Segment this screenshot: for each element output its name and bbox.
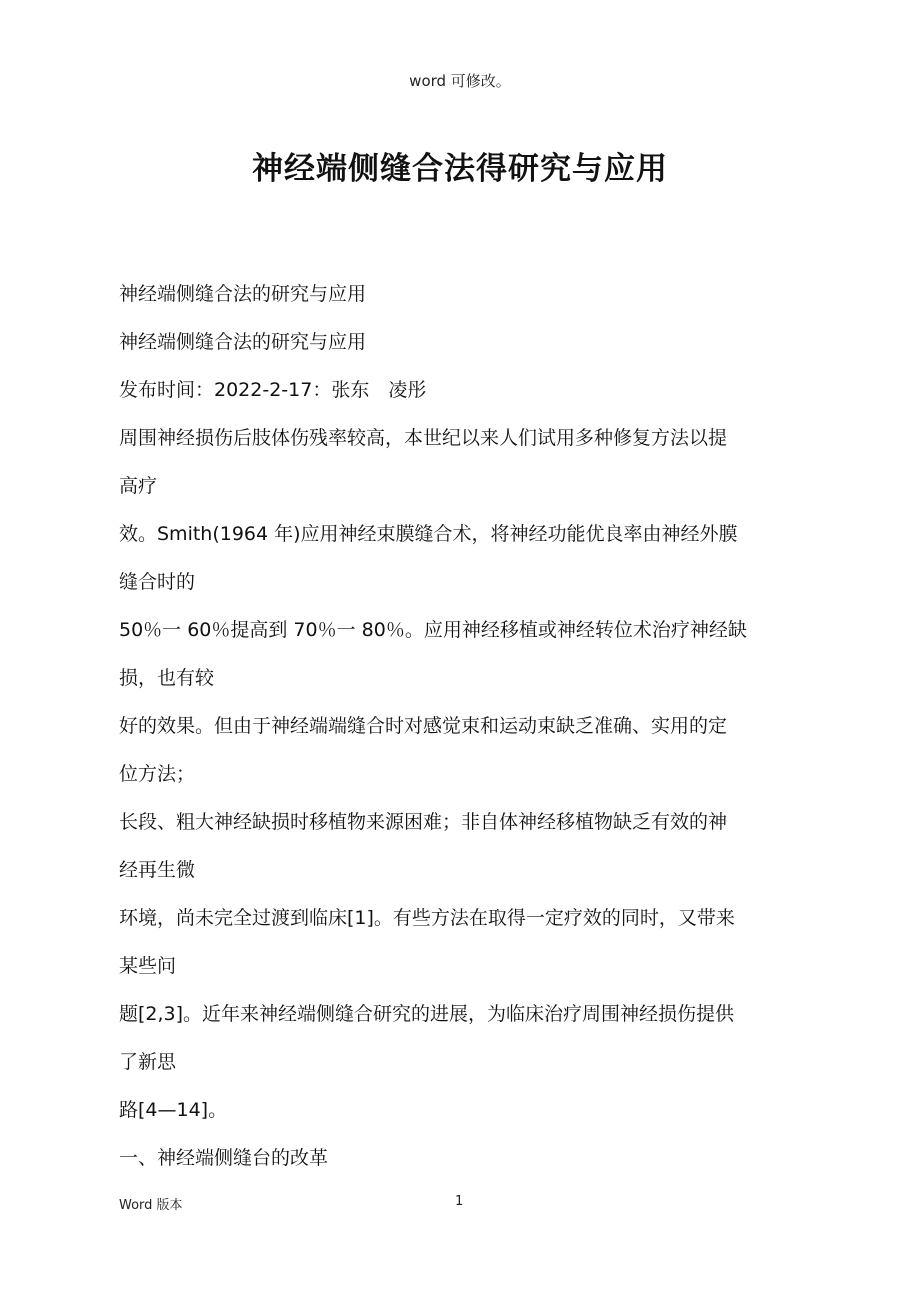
- section-heading: 一、神经端侧缝台的改革: [119, 1147, 329, 1169]
- subtitle-line: 神经端侧缝合法的研究与应用: [119, 283, 367, 305]
- footer-version-label: Word 版本: [119, 1198, 183, 1213]
- paragraph-line: 了新思: [119, 1051, 177, 1073]
- footer-page-number: 1: [455, 1194, 464, 1209]
- paragraph-line: 某些问: [119, 955, 177, 977]
- paragraph-line: 长段、粗大神经缺损时移植物来源困难；非自体神经移植物缺乏有效的神: [119, 811, 728, 833]
- paragraph-line: 路[4—14]。: [119, 1099, 228, 1121]
- paragraph-line: 位方法；: [119, 763, 196, 785]
- paragraph-line: 周围神经损伤后肢体伤残率较高，本世纪以来人们试用多种修复方法以提: [119, 427, 728, 449]
- subtitle-line: 神经端侧缝合法的研究与应用: [119, 331, 367, 353]
- paragraph-line: 高疗: [119, 475, 158, 497]
- document-body: [119, 278, 819, 1190]
- paragraph-line: 题[2,3]。近年来神经端侧缝合研究的进展，为临床治疗周围神经损伤提供: [119, 1003, 735, 1025]
- paragraph-line: 缝合时的: [119, 571, 196, 593]
- publish-info-line: 发布时间：2022-2-17：张东 凌彤: [119, 379, 427, 401]
- paragraph-line: 效。Smith(1964 年)应用神经束膜缝合术，将神经功能优良率由神经外膜: [119, 523, 738, 545]
- document-title: 神经端侧缝合法得研究与应用: [252, 151, 668, 187]
- paragraph-line: 损，也有较: [119, 667, 215, 689]
- header-note: word 可修改。: [409, 72, 511, 90]
- paragraph-line: 经再生微: [119, 859, 196, 881]
- paragraph-line: 环境，尚未完全过渡到临床[1]。有些方法在取得一定疗效的同时，又带来: [119, 907, 735, 929]
- paragraph-line: 好的效果。但由于神经端端缝合时对感觉束和运动束缺乏准确、实用的定: [119, 715, 728, 737]
- paragraph-line: 50％一 60％提高到 70％一 80％。应用神经移植或神经转位术治疗神经缺: [119, 619, 747, 641]
